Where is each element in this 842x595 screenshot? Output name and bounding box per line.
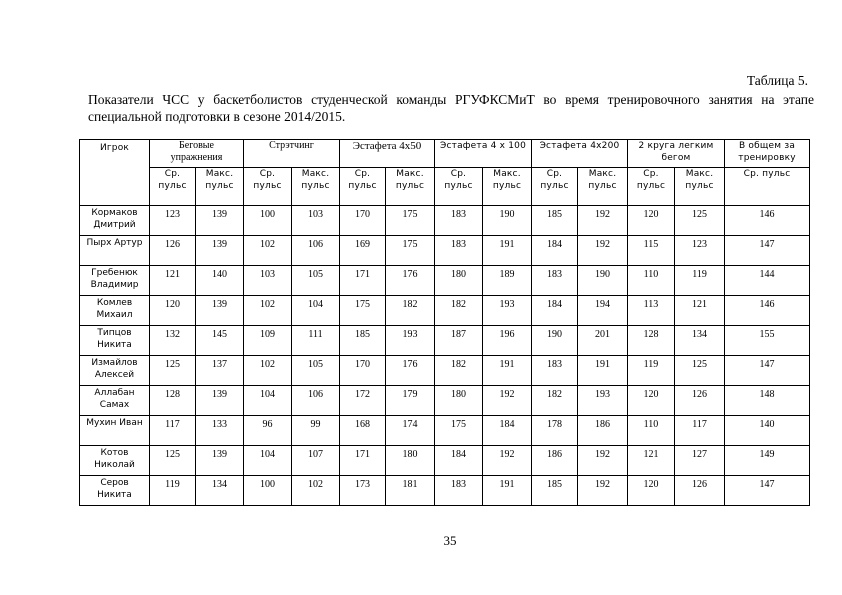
max-pulse-cell: 121 [675,296,725,326]
avg-pulse-cell: 125 [150,356,196,386]
avg-pulse-cell: 96 [244,416,292,446]
avg-pulse-cell: 120 [628,386,675,416]
subheader-max-pulse: Макс. пульс [292,168,340,206]
max-pulse-cell: 175 [386,206,435,236]
max-pulse-cell: 119 [675,266,725,296]
avg-pulse-cell: 120 [628,476,675,506]
subheader-max-pulse: Макс. пульс [386,168,435,206]
avg-pulse-cell: 180 [435,386,483,416]
avg-pulse-cell: 175 [340,296,386,326]
avg-pulse-cell: 168 [340,416,386,446]
avg-pulse-cell: 125 [150,446,196,476]
avg-pulse-cell: 170 [340,206,386,236]
avg-pulse-cell: 183 [435,206,483,236]
table-row [80,416,810,446]
avg-pulse-cell: 128 [628,326,675,356]
player-name-cell: Кормаков Дмитрий [80,206,150,236]
avg-pulse-cell: 184 [532,296,578,326]
header-row-groups [80,140,810,168]
avg-pulse-cell: 123 [150,206,196,236]
avg-pulse-cell: 132 [150,326,196,356]
header-row-subcolumns [80,168,810,206]
overall-avg-pulse-cell: 146 [725,296,810,326]
avg-pulse-cell: 185 [532,206,578,236]
avg-pulse-cell: 100 [244,206,292,236]
max-pulse-cell: 176 [386,356,435,386]
max-pulse-cell: 99 [292,416,340,446]
subheader-avg-pulse: Ср. пульс [435,168,483,206]
subheader-max-pulse: Макс. пульс [483,168,532,206]
max-pulse-cell: 186 [578,416,628,446]
heart-rate-table [79,139,810,506]
avg-pulse-cell: 115 [628,236,675,266]
player-name-cell: Мухин Иван [80,416,150,446]
player-name-cell: Котов Николай [80,446,150,476]
max-pulse-cell: 193 [483,296,532,326]
avg-pulse-cell: 120 [150,296,196,326]
group-header-two-laps: 2 круга легким бегом [628,140,725,168]
avg-pulse-cell: 170 [340,356,386,386]
max-pulse-cell: 181 [386,476,435,506]
max-pulse-cell: 192 [578,236,628,266]
max-pulse-cell: 125 [675,356,725,386]
avg-pulse-cell: 182 [435,296,483,326]
player-name-cell: Аллабан Самах [80,386,150,416]
player-name-cell: Гребенюк Владимир [80,266,150,296]
overall-avg-pulse-cell: 147 [725,236,810,266]
overall-avg-pulse-cell: 149 [725,446,810,476]
max-pulse-cell: 191 [483,356,532,386]
player-name-cell: Комлев Михаил [80,296,150,326]
max-pulse-cell: 190 [483,206,532,236]
player-name-cell: Серов Никита [80,476,150,506]
avg-pulse-cell: 172 [340,386,386,416]
subheader-overall-avg-pulse: Ср. пульс [725,168,810,206]
max-pulse-cell: 139 [196,236,244,266]
avg-pulse-cell: 184 [532,236,578,266]
max-pulse-cell: 192 [578,476,628,506]
max-pulse-cell: 107 [292,446,340,476]
max-pulse-cell: 196 [483,326,532,356]
max-pulse-cell: 137 [196,356,244,386]
avg-pulse-cell: 184 [435,446,483,476]
max-pulse-cell: 189 [483,266,532,296]
max-pulse-cell: 133 [196,416,244,446]
max-pulse-cell: 139 [196,446,244,476]
table-row [80,296,810,326]
max-pulse-cell: 125 [675,206,725,236]
max-pulse-cell: 123 [675,236,725,266]
avg-pulse-cell: 102 [244,356,292,386]
subheader-avg-pulse: Ср. пульс [532,168,578,206]
avg-pulse-cell: 173 [340,476,386,506]
overall-avg-pulse-cell: 147 [725,476,810,506]
avg-pulse-cell: 175 [435,416,483,446]
max-pulse-cell: 126 [675,386,725,416]
avg-pulse-cell: 190 [532,326,578,356]
max-pulse-cell: 192 [578,206,628,236]
max-pulse-cell: 184 [483,416,532,446]
avg-pulse-cell: 186 [532,446,578,476]
avg-pulse-cell: 104 [244,446,292,476]
max-pulse-cell: 176 [386,266,435,296]
avg-pulse-cell: 100 [244,476,292,506]
page-number: 35 [443,533,457,548]
max-pulse-cell: 191 [578,356,628,386]
avg-pulse-cell: 120 [628,206,675,236]
max-pulse-cell: 194 [578,296,628,326]
avg-pulse-cell: 183 [532,356,578,386]
avg-pulse-cell: 169 [340,236,386,266]
avg-pulse-cell: 171 [340,446,386,476]
subheader-avg-pulse: Ср. пульс [628,168,675,206]
avg-pulse-cell: 182 [532,386,578,416]
max-pulse-cell: 145 [196,326,244,356]
max-pulse-cell: 126 [675,476,725,506]
max-pulse-cell: 192 [578,446,628,476]
max-pulse-cell: 174 [386,416,435,446]
subheader-avg-pulse: Ср. пульс [150,168,196,206]
max-pulse-cell: 175 [386,236,435,266]
overall-avg-pulse-cell: 144 [725,266,810,296]
group-header-running: Беговые упражнения [150,140,244,168]
avg-pulse-cell: 183 [435,476,483,506]
max-pulse-cell: 106 [292,236,340,266]
max-pulse-cell: 105 [292,266,340,296]
max-pulse-cell: 190 [578,266,628,296]
max-pulse-cell: 134 [196,476,244,506]
subheader-avg-pulse: Ср. пульс [340,168,386,206]
avg-pulse-cell: 121 [150,266,196,296]
max-pulse-cell: 180 [386,446,435,476]
max-pulse-cell: 106 [292,386,340,416]
table-title: Показатели ЧСС у баскетболистов студенческой команды РГУФКСМиТ во время тренировочного занятия на этапе специальной подготовки в сезоне 2014/2015. [88,92,814,124]
max-pulse-cell: 104 [292,296,340,326]
avg-pulse-cell: 126 [150,236,196,266]
max-pulse-cell: 102 [292,476,340,506]
player-name-cell: Измайлов Алексей [80,356,150,386]
table-number-label: Таблица 5. [746,73,808,88]
max-pulse-cell: 191 [483,476,532,506]
overall-avg-pulse-cell: 147 [725,356,810,386]
subheader-max-pulse: Макс. пульс [675,168,725,206]
avg-pulse-cell: 182 [435,356,483,386]
avg-pulse-cell: 102 [244,236,292,266]
table-row [80,236,810,266]
avg-pulse-cell: 109 [244,326,292,356]
avg-pulse-cell: 110 [628,266,675,296]
table-body [80,206,810,506]
max-pulse-cell: 140 [196,266,244,296]
table-row [80,266,810,296]
max-pulse-cell: 111 [292,326,340,356]
max-pulse-cell: 182 [386,296,435,326]
player-name-cell: Пырх Артур [80,236,150,266]
subheader-max-pulse: Макс. пульс [578,168,628,206]
max-pulse-cell: 192 [483,446,532,476]
max-pulse-cell: 134 [675,326,725,356]
avg-pulse-cell: 128 [150,386,196,416]
max-pulse-cell: 193 [578,386,628,416]
group-header-relay-4x100: Эстафета 4 х 100 [435,140,532,168]
avg-pulse-cell: 180 [435,266,483,296]
table-row [80,356,810,386]
avg-pulse-cell: 110 [628,416,675,446]
avg-pulse-cell: 185 [532,476,578,506]
avg-pulse-cell: 183 [532,266,578,296]
max-pulse-cell: 139 [196,386,244,416]
table-row [80,206,810,236]
overall-avg-pulse-cell: 148 [725,386,810,416]
avg-pulse-cell: 119 [628,356,675,386]
table-row [80,446,810,476]
avg-pulse-cell: 185 [340,326,386,356]
max-pulse-cell: 193 [386,326,435,356]
avg-pulse-cell: 187 [435,326,483,356]
avg-pulse-cell: 103 [244,266,292,296]
overall-avg-pulse-cell: 155 [725,326,810,356]
max-pulse-cell: 139 [196,206,244,236]
max-pulse-cell: 201 [578,326,628,356]
avg-pulse-cell: 183 [435,236,483,266]
max-pulse-cell: 103 [292,206,340,236]
avg-pulse-cell: 171 [340,266,386,296]
overall-avg-pulse-cell: 146 [725,206,810,236]
player-column-header: Игрок [80,140,150,206]
group-header-relay-4x50: Эстафета 4х50 [340,140,435,168]
group-header-relay-4x200: Эстафета 4х200 [532,140,628,168]
table-row [80,326,810,356]
table-row [80,386,810,416]
max-pulse-cell: 179 [386,386,435,416]
group-header-stretching: Стрэтчинг [244,140,340,168]
max-pulse-cell: 105 [292,356,340,386]
overall-avg-pulse-cell: 140 [725,416,810,446]
max-pulse-cell: 139 [196,296,244,326]
subheader-max-pulse: Макс. пульс [196,168,244,206]
avg-pulse-cell: 113 [628,296,675,326]
avg-pulse-cell: 178 [532,416,578,446]
avg-pulse-cell: 121 [628,446,675,476]
max-pulse-cell: 192 [483,386,532,416]
player-name-cell: Типцов Никита [80,326,150,356]
avg-pulse-cell: 117 [150,416,196,446]
avg-pulse-cell: 119 [150,476,196,506]
subheader-avg-pulse: Ср. пульс [244,168,292,206]
max-pulse-cell: 117 [675,416,725,446]
avg-pulse-cell: 102 [244,296,292,326]
max-pulse-cell: 191 [483,236,532,266]
max-pulse-cell: 127 [675,446,725,476]
table-row [80,476,810,506]
overall-column-header: В общем за тренировку [725,140,810,168]
avg-pulse-cell: 104 [244,386,292,416]
